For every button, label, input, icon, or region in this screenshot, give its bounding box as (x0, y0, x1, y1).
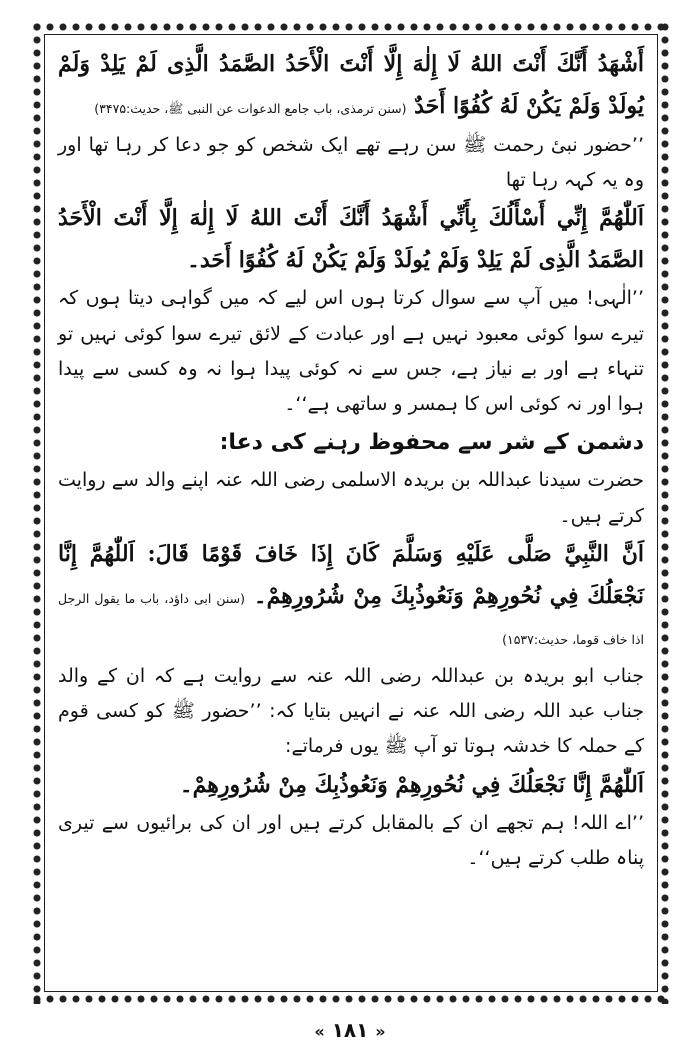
page-number (0, 1018, 700, 1042)
reference: (سنن ابی داؤد، باب ما یقول الرجل اذا خاف قوما، حدیث:۱۵۳۷) (58, 590, 644, 648)
dua-arabic-2: اَللّٰهُمَّ إِنِّي أَسْأَلُكَ بِأَنِّي أَشْهَدُ أَنَّكَ أَنْتَ اللهُ لَا إِلٰهَ إِلَّا أَنْتَ الْأَحَدُ الصَّمَدُ الَّذِى لَمْ يَلِدْ وَلَمْ يُولَدْ وَلَمْ يَكُنْ لَهُ كُفُوًا أَحَد۔ (58, 204, 644, 273)
reference: (سنن ترمذی، باب جامع الدعوات عن النبی ﷺ، حدیث:۳۴۷۵) (94, 100, 407, 116)
page-number-text: ۱۸۱ (331, 1018, 369, 1042)
border-right (660, 22, 670, 1004)
dua-arabic-4: اَللّٰهُمَّ إِنَّا نَجْعَلُكَ فِي نُحُورِهِمْ وَنَعُوذُبِكَ مِنْ شُرُورِهِمْ۔ (179, 771, 644, 798)
border-left (32, 22, 42, 1004)
urdu-narration: حضرت سیدنا عبداللہ بن بریدہ الاسلمی رضی اللہ عنہ اپنے والد سے روایت کرتے ہیں۔ (58, 469, 644, 527)
dua-arabic-1: أَشْهَدُ أَنَّكَ أَنْتَ اللهُ لَا إِلٰهَ إِلَّا أَنْتَ الْأَحَدُ الصَّمَدُ الَّذِى لَمْ يَلِدْ وَلَمْ يُولَدْ وَلَمْ يَكُنْ لَهُ كُفُوًا أَحَدٌ (سنن ترمذی، باب جامع الدعوات عن النبی ﷺ، حدیث:۳۴۷۵) (58, 51, 644, 119)
page-content (58, 44, 644, 984)
dua-arabic-3: اَنَّ النَّبِيَّ صَلَّى عَلَيْهِ وَسَلَّمَ كَانَ إِذَا خَافَ قَوْمًا قَالَ: اَللّٰهُمَّ إِنَّا نَجْعَلُكَ فِي نُحُورِهِمْ وَنَعُوذُبِكَ مِنْ شُرُورِهِمْ۔ (سنن ابی داؤد، باب ما یقول الرجل اذا خاف قوما، حدیث:۱۵۳۷) (58, 540, 644, 648)
border-top (32, 22, 670, 32)
urdu-translation: ’’اے اللہ! ہم تجھے ان کے بالمقابل کرتے ہیں اور ان کی برائیوں سے تیری پناہ طلب کرتے ہیں‘‘۔ (58, 812, 644, 870)
urdu-paragraph: ’’حضور نبیٔ رحمت ﷺ سن رہے تھے ایک شخص کو جو دعا کر رہا تھا اور وہ یہ کہہ رہا تھا (58, 133, 644, 191)
ornament-icon: « (375, 1022, 386, 1041)
urdu-translation: ’’الٰہی! میں آپ سے سوال کرتا ہوں اس لیے کہ میں گواہی دیتا ہوں کہ تیرے سوا کوئی معبود نہیں ہے اور عبادت کے لائق تیرے سوا کوئی نہیں تو تنہاء ہے اور بے نیاز ہے، جس سے نہ کوئی پیدا ہوا نہ وہ کسی سے پیدا ہوا اور نہ کوئی اس کا ہمسر و ساتھی ہے‘‘۔ (58, 287, 644, 415)
section-heading: دشمن کے شر سے محفوظ رہنے کی دعا: (219, 430, 644, 456)
ornament-icon: » (314, 1022, 325, 1041)
urdu-paragraph: جناب ابو بریدہ بن عبداللہ رضی اللہ عنہ سے روایت ہے کہ ان کے والد جناب عبد اللہ رضی اللہ عنہ نے انہیں بتایا کہ: ’’حضور ﷺ کو کسی قوم کے حملہ کا خدشہ ہوتا تو آپ ﷺ یوں فرماتے: (58, 665, 644, 758)
border-bottom (32, 994, 670, 1004)
